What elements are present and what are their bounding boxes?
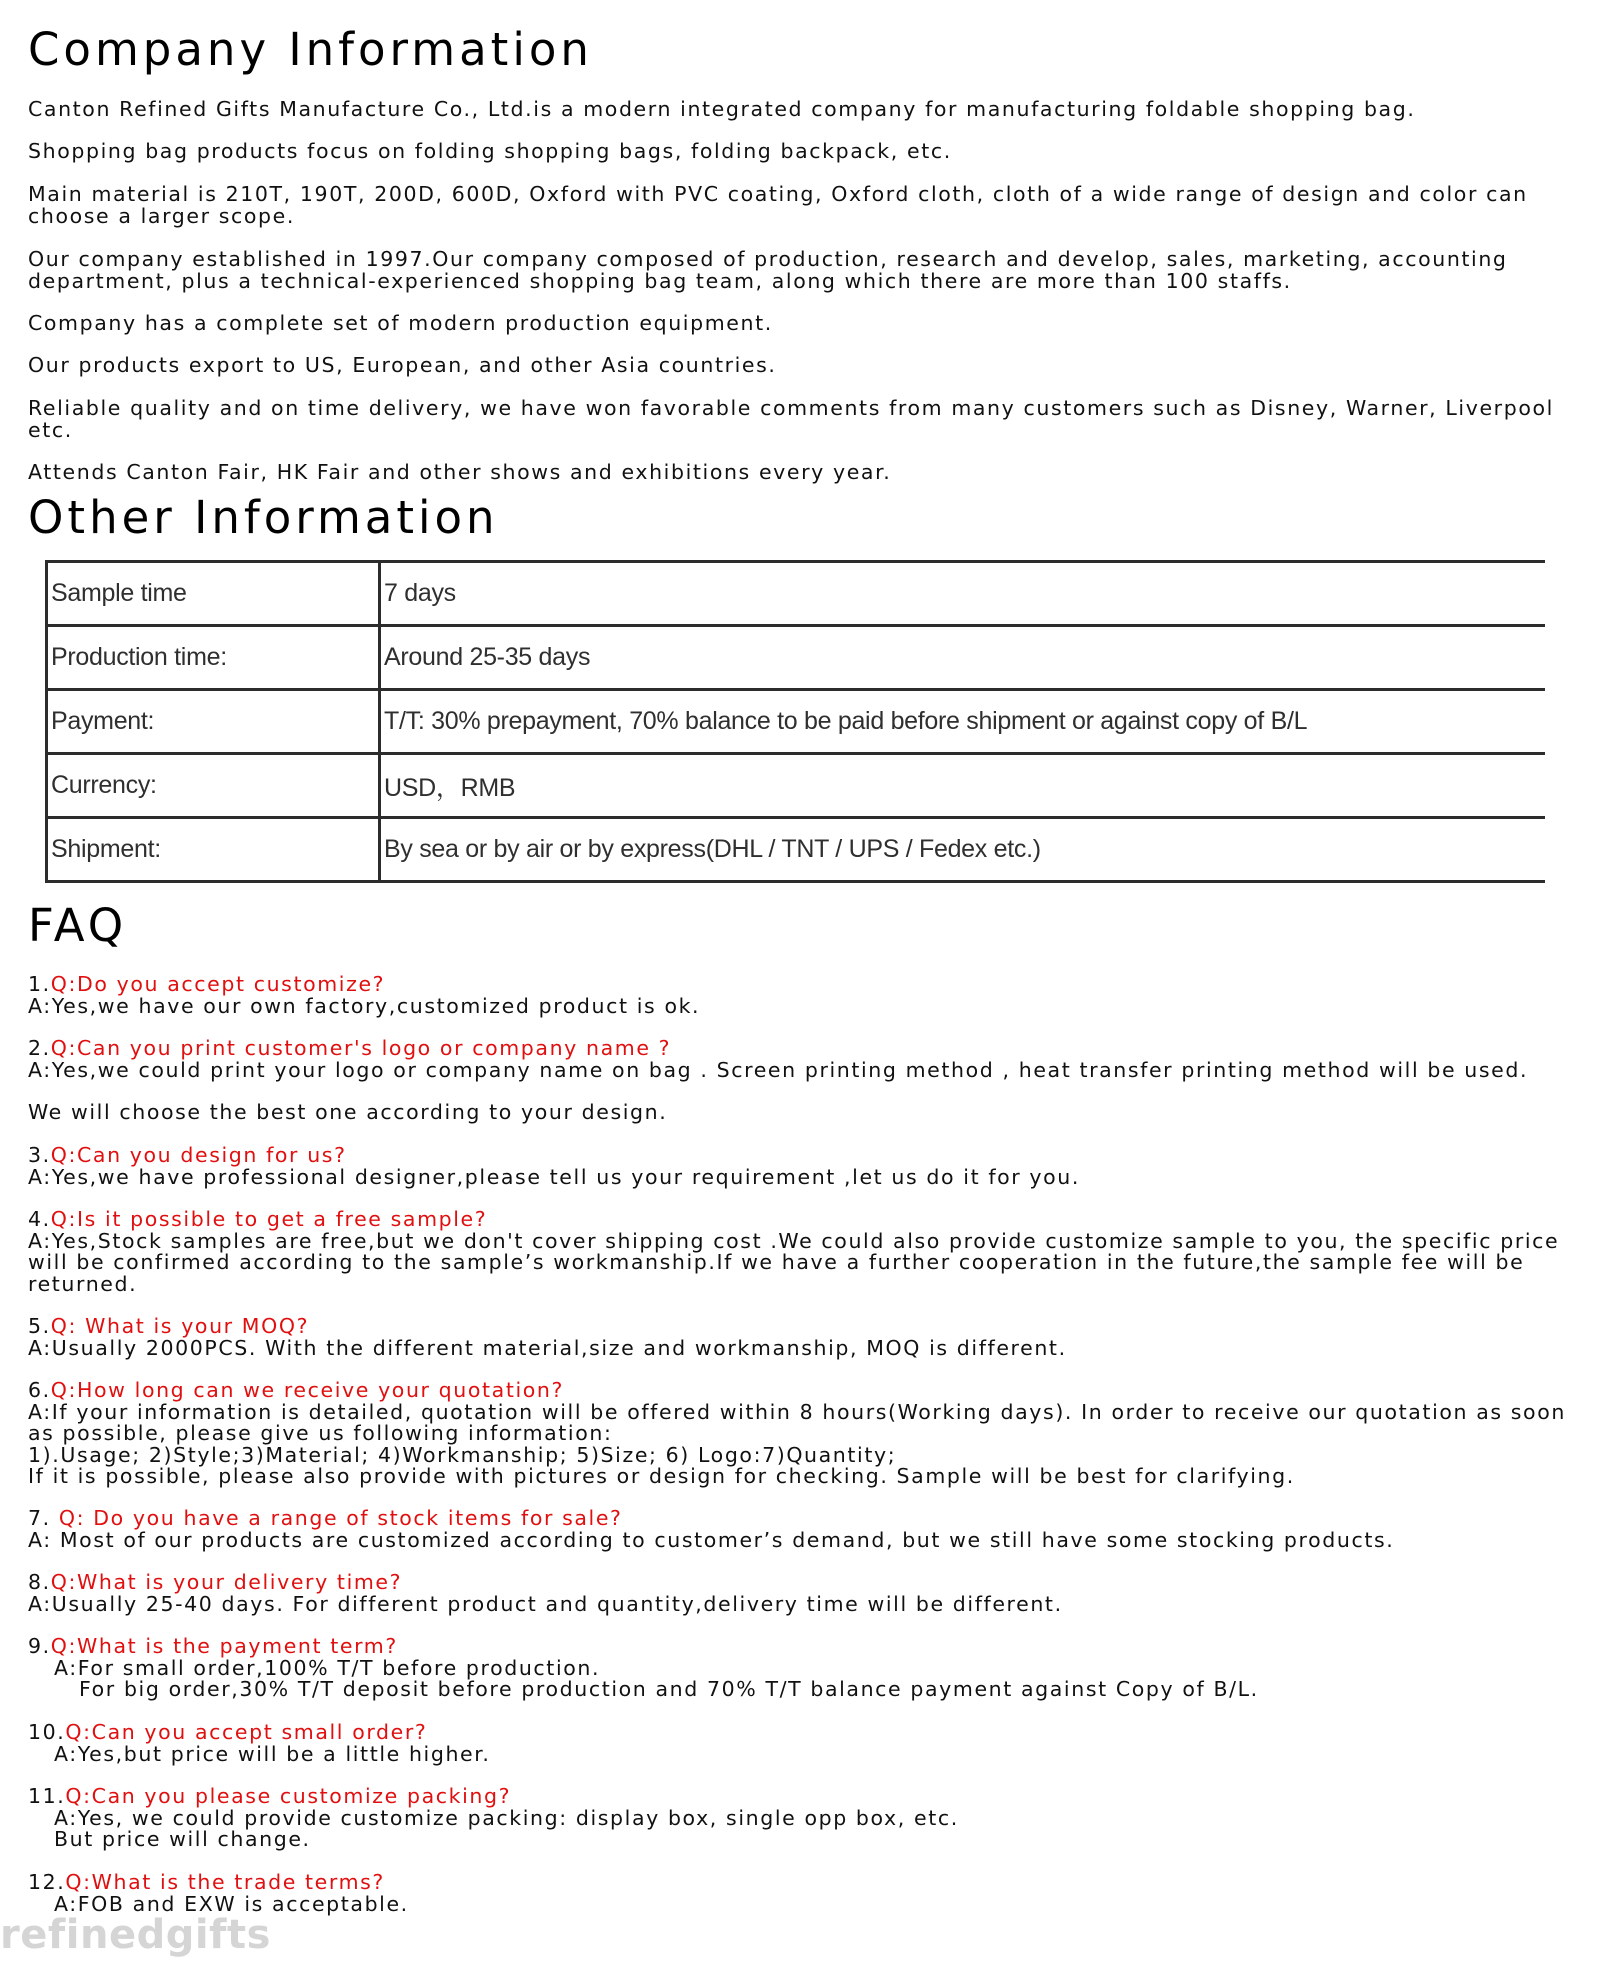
company-paragraph: Shopping bag products focus on folding shopping bags, folding backpack, etc. [28,139,952,163]
faq-item [28,1209,1588,1295]
faq-answer: A:Yes,but price will be a little higher. [54,1741,491,1766]
faq-question: Q:What is your delivery time? [50,1570,403,1594]
faq-number: 8. [28,1570,51,1594]
row-label: Shipment: [47,818,380,882]
faq-item [28,1145,1080,1188]
company-paragraph: Our products export to US, European, and other Asia countries. [28,353,777,377]
faq-question: Q: Do you have a range of stock items for sale? [58,1506,623,1530]
faq-item [28,1636,1259,1701]
faq-answer: A:Yes,we have professional designer,please tell us your requirement ,let us do it for you. [28,1164,1081,1189]
faq-answer: A:Yes,we could print your logo or company name on bag . Screen printing method , heat transfer printing method will be used. [28,1057,1529,1082]
faq-answer: A:If your information is detailed, quotation will be offered within 8 hours(Working days). In order to receive our quotation as soon as possible, please give us following information: [28,1399,1566,1445]
row-label: Sample time [47,562,380,626]
faq-question: Q:Can you design for us? [50,1143,347,1167]
faq-answer: A:Yes, we could provide customize packing: display box, single opp box, etc. [54,1805,959,1830]
faq-item [28,1380,1588,1488]
faq-item [28,1722,491,1765]
row-value: T/T: 30% prepayment, 70% balance to be paid before shipment or against copy of B/L [380,690,1546,754]
faq-answer: A:Usually 2000PCS. With the different material,size and workmanship, MOQ is different. [28,1335,1067,1360]
faq-answer: But price will change. [54,1827,311,1851]
faq-number: 3. [28,1143,51,1167]
faq-number: 10. [28,1720,66,1744]
faq-heading: FAQ [28,899,128,952]
faq-answer: A:For small order,100% T/T before production. [54,1655,601,1680]
faq-item [28,974,700,1017]
faq-number: 1. [28,972,51,996]
faq-number: 2. [28,1036,51,1060]
table-row [47,690,1546,754]
faq-item [28,1316,1067,1359]
faq-question: Q:How long can we receive your quotation? [50,1378,564,1402]
row-value: 7 days [380,562,1546,626]
faq-answer: A:FOB and EXW is acceptable. [54,1891,409,1916]
row-value: By sea or by air or by express(DHL / TNT / UPS / Fedex etc.) [380,818,1546,882]
faq-question: Q:Can you accept small order? [65,1720,428,1744]
faq-question: Q:Can you please customize packing? [65,1784,512,1808]
faq-answer: For big order,30% T/T deposit before production and 70% T/T balance payment against Copy of B/L. [79,1677,1259,1701]
faq-answer: A:Usually 25-40 days. For different product and quantity,delivery time will be different. [28,1591,1063,1616]
faq-item [28,1872,409,1915]
row-value: USD，RMB [380,754,1546,818]
faq-question: Q: What is your MOQ? [50,1314,310,1338]
faq-item [28,1786,959,1851]
company-paragraph: Canton Refined Gifts Manufacture Co., Ltd.is a modern integrated company for manufacturing foldable shopping bag. [28,97,1416,121]
company-paragraph: Company has a complete set of modern production equipment. [28,311,773,335]
faq-answer: If it is possible, please also provide with pictures or design for checking. Sample will be best for clarifying. [28,1464,1295,1488]
faq-answer: A:Yes,we have our own factory,customized product is ok. [28,993,701,1018]
table-row [47,754,1546,818]
faq-item [28,1038,1528,1124]
faq-question: Q:Do you accept customize? [50,972,386,996]
brand-watermark: refinedgifts [0,1912,271,1958]
faq-number: 12. [28,1870,66,1894]
faq-number: 7. [28,1506,59,1530]
row-label: Currency: [47,754,380,818]
faq-number: 6. [28,1378,51,1402]
faq-answer: We will choose the best one according to your design. [28,1100,668,1124]
table-row [47,562,1546,626]
company-paragraph: Attends Canton Fair, HK Fair and other shows and exhibitions every year. [28,460,892,484]
faq-number: 4. [28,1207,51,1231]
company-info-heading: Company Information [28,23,593,76]
faq-question: Q:What is the payment term? [50,1634,398,1658]
company-paragraph: Main material is 210T, 190T, 200D, 600D, Oxford with PVC coating, Oxford cloth, cloth of a wide range of design and color can choose a larger scope. [28,182,1528,228]
faq-number: 11. [28,1784,66,1808]
row-label: Production time: [47,626,380,690]
row-value: Around 25-35 days [380,626,1546,690]
table-row [47,818,1546,882]
other-info-table [45,560,1545,883]
faq-question: Q:What is the trade terms? [65,1870,385,1894]
company-paragraph: Reliable quality and on time delivery, we have won favorable comments from many customers such as Disney, Warner, Liverpool etc. [28,396,1554,442]
faq-question: Q:Can you print customer's logo or company name ? [50,1036,672,1060]
faq-number: 9. [28,1634,51,1658]
company-paragraph: Our company established in 1997.Our company composed of production, research and develop, sales, marketing, accounting department, plus a technical-experienced shopping bag team, along which there are more than 100 staffs. [28,247,1508,293]
faq-question: Q:Is it possible to get a free sample? [50,1207,488,1231]
row-label: Payment: [47,690,380,754]
faq-answer: A: Most of our products are customized according to customer’s demand, but we still have some stocking products. [28,1527,1395,1552]
faq-answer: A:Yes,Stock samples are free,but we don't cover shipping cost .We could also provide customize sample to you, the specific price will be confirmed according to the sample’s workmanship.If we have a further cooperation in the future,the sample fee will be returned. [28,1228,1560,1296]
faq-answer: 1).Usage; 2)Style;3)Material; 4)Workmanship; 5)Size; 6) Logo:7)Quantity; [28,1442,897,1467]
faq-number: 5. [28,1314,51,1338]
faq-item [28,1508,1394,1551]
table-row [47,626,1546,690]
other-info-heading: Other Information [28,491,499,544]
faq-item [28,1572,1063,1615]
